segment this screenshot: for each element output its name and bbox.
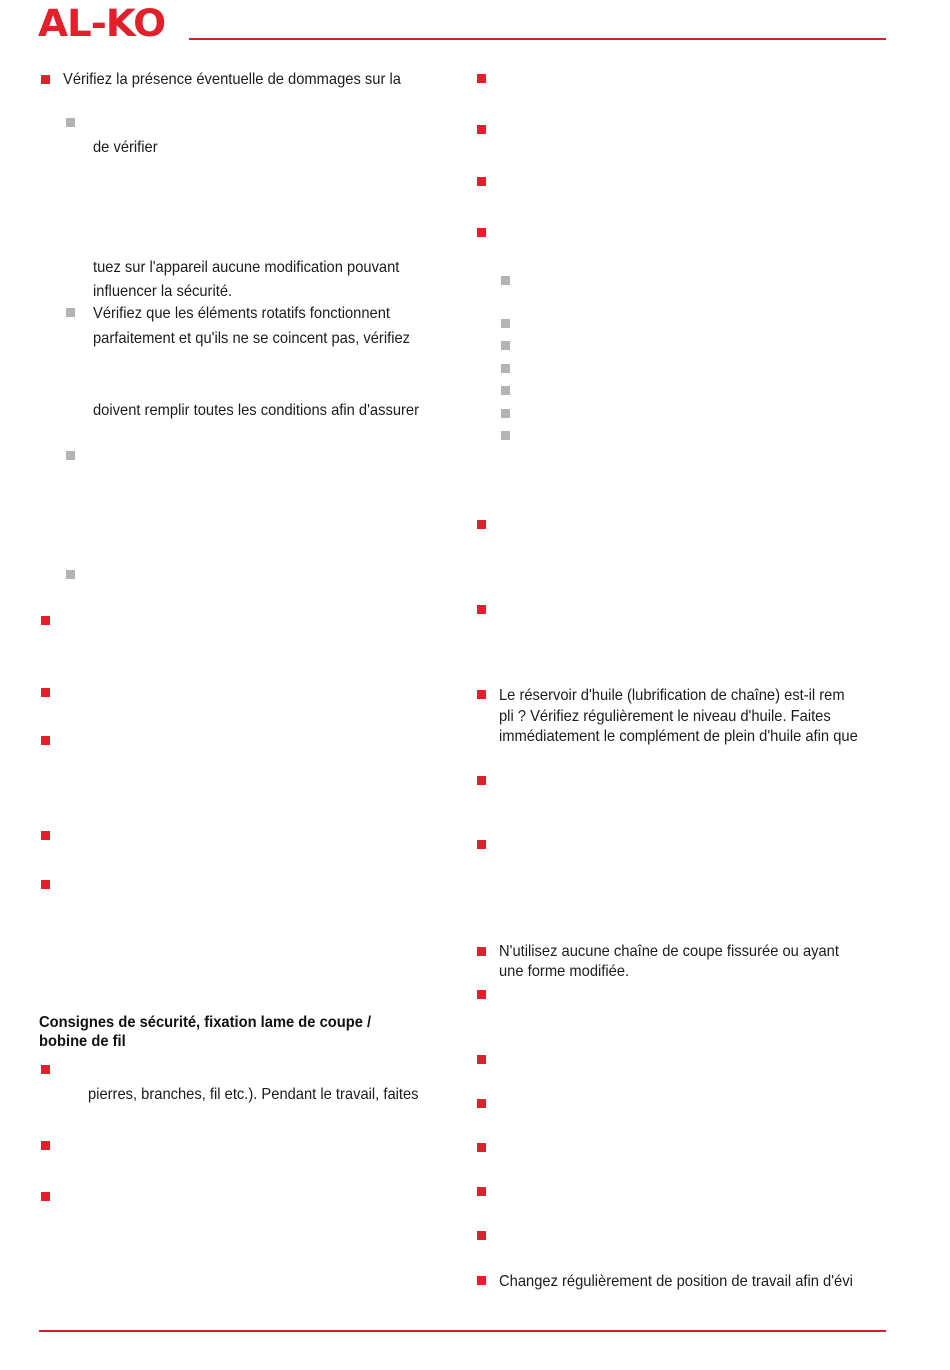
text-line: Changez régulièrement de position de travail afin d'évi: [499, 1273, 853, 1290]
bullet-square-red: [477, 840, 486, 849]
bullet-square-red: [41, 736, 50, 745]
text-line: doivent remplir toutes les conditions afin d'assurer: [93, 402, 419, 419]
bullet-square-gray: [66, 118, 75, 127]
text-line: une forme modifiée.: [499, 963, 630, 980]
bullet-square-red: [477, 605, 486, 614]
bullet-square-red: [477, 125, 486, 134]
text-line: Le réservoir d'huile (lubrification de chaîne) est-il rem: [499, 687, 845, 704]
bullet-square-red: [477, 947, 486, 956]
bullet-square-red: [477, 690, 486, 699]
bullet-square-gray: [66, 308, 75, 317]
footer-rule: [39, 1330, 886, 1332]
header-rule: [189, 38, 886, 40]
alko-logo: AL-KO: [38, 1, 166, 45]
bullet-square-red: [41, 1141, 50, 1150]
text-line: pierres, branches, fil etc.). Pendant le travail, faites: [88, 1086, 419, 1103]
bullet-square-gray: [501, 386, 510, 395]
bullet-square-gray: [66, 570, 75, 579]
bullet-square-red: [477, 1187, 486, 1196]
bullet-square-gray: [501, 341, 510, 350]
bullet-square-red: [477, 520, 486, 529]
bullet-square-red: [41, 831, 50, 840]
bullet-square-red: [41, 1065, 50, 1074]
bullet-square-red: [477, 990, 486, 999]
bullet-square-red: [41, 688, 50, 697]
text-line: influencer la sécurité.: [93, 283, 233, 300]
bullet-square-gray: [501, 319, 510, 328]
text-line: Vérifiez que les éléments rotatifs fonctionnent: [93, 305, 391, 322]
bullet-square-red: [477, 1099, 486, 1108]
bullet-square-red: [41, 880, 50, 889]
bullet-square-gray: [66, 451, 75, 460]
text-line: Vérifiez la présence éventuelle de dommages sur la: [63, 71, 401, 88]
bullet-square-gray: [501, 276, 510, 285]
bullet-square-gray: [501, 409, 510, 418]
bullet-square-red: [477, 74, 486, 83]
text-line: de vérifier: [93, 139, 158, 156]
bullet-square-red: [477, 1143, 486, 1152]
text-line: parfaitement et qu'ils ne se coincent pas, vérifiez: [93, 330, 411, 347]
bullet-square-red: [477, 1276, 486, 1285]
text-line: N'utilisez aucune chaîne de coupe fissurée ou ayant: [499, 943, 839, 960]
bullet-square-red: [477, 228, 486, 237]
bullet-square-red: [41, 1192, 50, 1201]
text-line: pli ? Vérifiez régulièrement le niveau d'huile. Faites: [499, 708, 831, 725]
bullet-square-gray: [501, 431, 510, 440]
bullet-square-red: [477, 177, 486, 186]
bullet-square-red: [477, 776, 486, 785]
bullet-square-red: [41, 75, 50, 84]
bullet-square-red: [477, 1231, 486, 1240]
bullet-square-gray: [501, 364, 510, 373]
section-heading-line2: bobine de fil: [39, 1033, 126, 1050]
bullet-square-red: [477, 1055, 486, 1064]
text-line: tuez sur l'appareil aucune modification pouvant: [93, 259, 400, 276]
section-heading-line1: Consignes de sécurité, fixation lame de coupe /: [39, 1014, 372, 1031]
text-line: immédiatement le complément de plein d'huile afin que: [499, 728, 858, 745]
bullet-square-red: [41, 616, 50, 625]
